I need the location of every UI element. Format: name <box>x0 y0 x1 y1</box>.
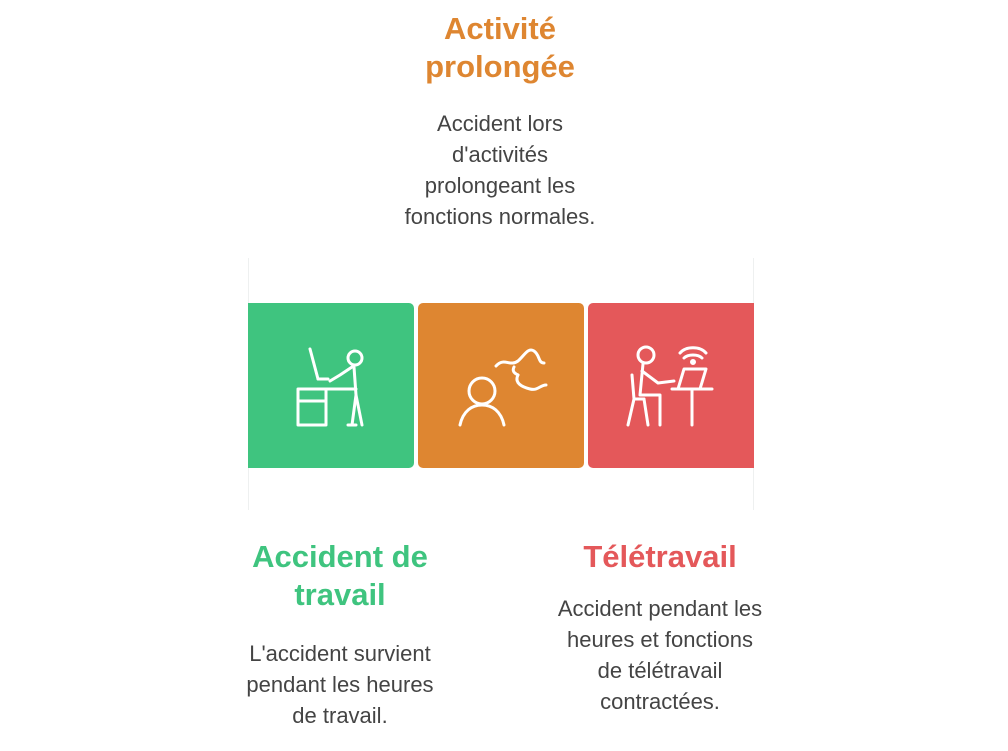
activite-prolongee-title <box>330 10 670 86</box>
title-line: prolongée <box>425 49 575 84</box>
person-at-laptop-wifi-icon <box>588 303 754 468</box>
teletravail-description <box>510 593 810 717</box>
title-line: travail <box>294 577 386 612</box>
teletravail-title <box>510 538 810 576</box>
accident-de-travail-block <box>195 538 485 731</box>
desc-line: heures et fonctions <box>567 627 753 652</box>
desc-line: fonctions normales. <box>404 204 596 229</box>
activite-prolongee-block <box>330 10 670 232</box>
desc-line: L'accident survient <box>249 641 431 666</box>
teletravail-tile <box>588 303 754 468</box>
desc-line: pendant les heures <box>246 672 434 697</box>
title-line: Télétravail <box>583 539 737 574</box>
person-at-standing-desk-icon <box>248 303 414 468</box>
activite-prolongee-tile <box>418 303 584 468</box>
accident-de-travail-tile <box>248 303 414 468</box>
title-line: Accident de <box>252 539 428 574</box>
desc-line: de télétravail <box>597 658 723 683</box>
teletravail-block <box>510 538 810 717</box>
desc-line: d'activités <box>452 142 548 167</box>
accident-de-travail-description <box>195 638 485 731</box>
accident-de-travail-title <box>195 538 485 614</box>
title-line: Activité <box>444 11 556 46</box>
activite-prolongee-description <box>330 108 670 232</box>
desc-line: contractées. <box>600 689 720 714</box>
desc-line: de travail. <box>292 703 388 728</box>
desc-line: Accident lors <box>437 111 563 136</box>
person-with-wavy-path-icon <box>418 303 584 468</box>
desc-line: Accident pendant les <box>557 596 763 621</box>
desc-line: prolongeant les <box>424 173 576 198</box>
